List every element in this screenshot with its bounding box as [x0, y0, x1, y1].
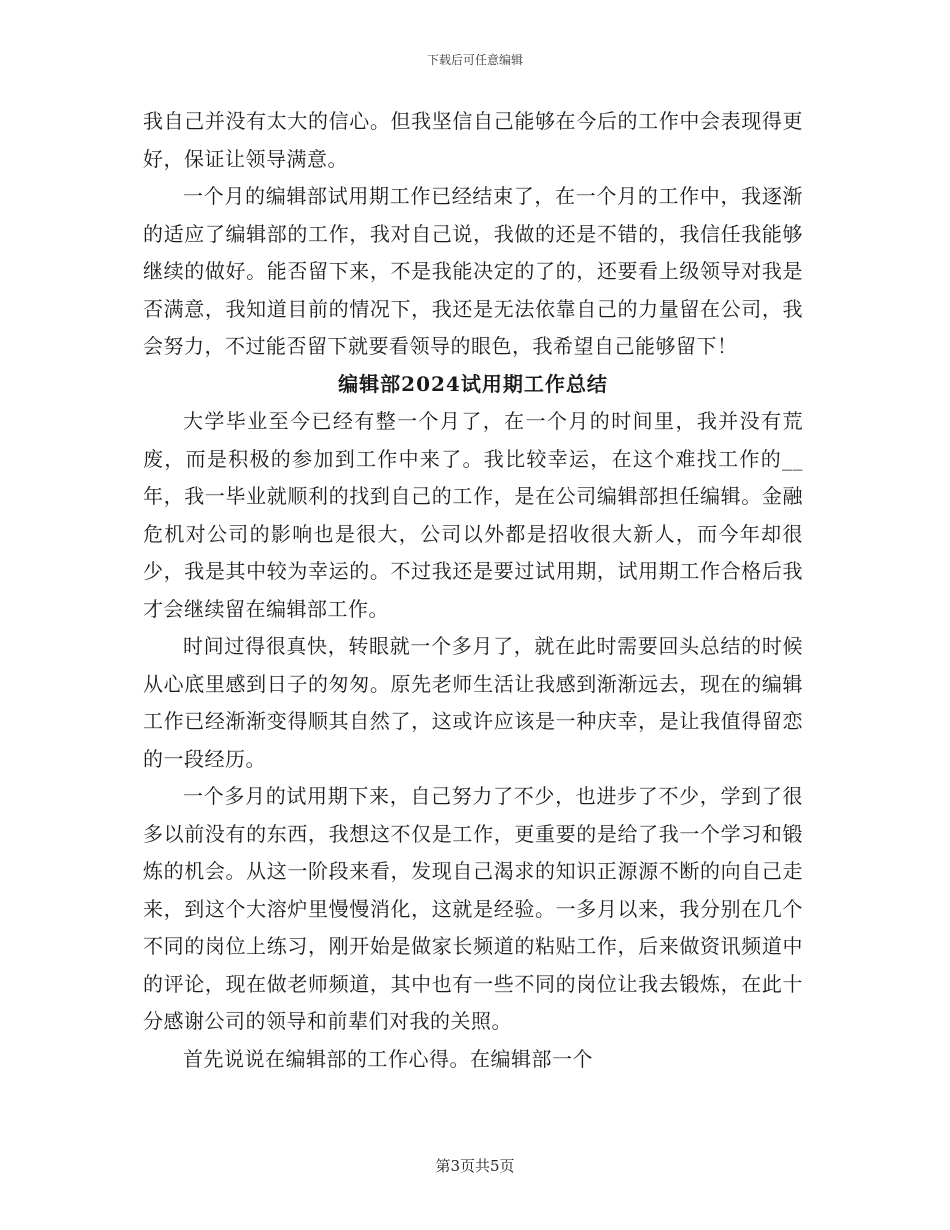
page-header: 下载后可任意编辑	[426, 53, 523, 67]
paragraph-continuation: 我自己并没有太大的信心。但我坚信自己能够在今后的工作中会表现得更好，保证让领导满意。	[143, 109, 803, 171]
section-title: 编辑部2024试用期工作总结	[338, 371, 608, 396]
paragraph: 一个多月的试用期下来，自己努力了不少，也进步了不少，学到了很多以前没有的东西，我想这不仅是工作，更重要的是给了我一个学习和锻炼的机会。从这一阶段来看，发现自己渴求的知识正源源不断的向自己走来，到这个大溶炉里慢慢消化，这就是经验。一多月以来，我分别在几个不同的岗位上练习，刚开始是做家长频道的粘贴工作，后来做资讯频道中的评论，现在做老师频道，其中也有一些不同的岗位让我去锻炼，在此十分感谢公司的领导和前辈们对我的关照。	[143, 784, 803, 1033]
paragraph: 时间过得很真快，转眼就一个多月了，就在此时需要回头总结的时候从心底里感到日子的匆匆。原先老师生活让我感到渐渐远去，现在的编辑工作已经渐渐变得顺其自然了，这或许应该是一种庆幸，是让我值得留恋的一段经历。	[143, 634, 803, 771]
page-footer: 第3页共5页	[435, 1157, 515, 1175]
paragraph: 首先说说在编辑部的工作心得。在编辑部一个	[183, 1046, 593, 1071]
document-body	[143, 103, 803, 1078]
paragraph: 一个月的编辑部试用期工作已经结束了，在一个月的工作中，我逐渐的适应了编辑部的工作，我对自己说，我做的还是不错的，我信任我能够继续的做好。能否留下来，不是我能决定的了的，还要看上级领导对我是否满意，我知道目前的情况下，我还是无法依靠自己的力量留在公司，我会努力，不过能否留下就要看领导的眼色，我希望自己能够留下！	[143, 184, 803, 358]
paragraph: 大学毕业至今已经有整一个月了，在一个月的时间里，我并没有荒废，而是积极的参加到工作中来了。我比较幸运，在这个难找工作的__年，我一毕业就顺利的找到自己的工作，是在公司编辑部担任编辑。金融危机对公司的影响也是很大，公司以外都是招收很大新人，而今年却很少，我是其中较为幸运的。不过我还是要过试用期，试用期工作合格后我才会继续留在编辑部工作。	[143, 409, 803, 621]
